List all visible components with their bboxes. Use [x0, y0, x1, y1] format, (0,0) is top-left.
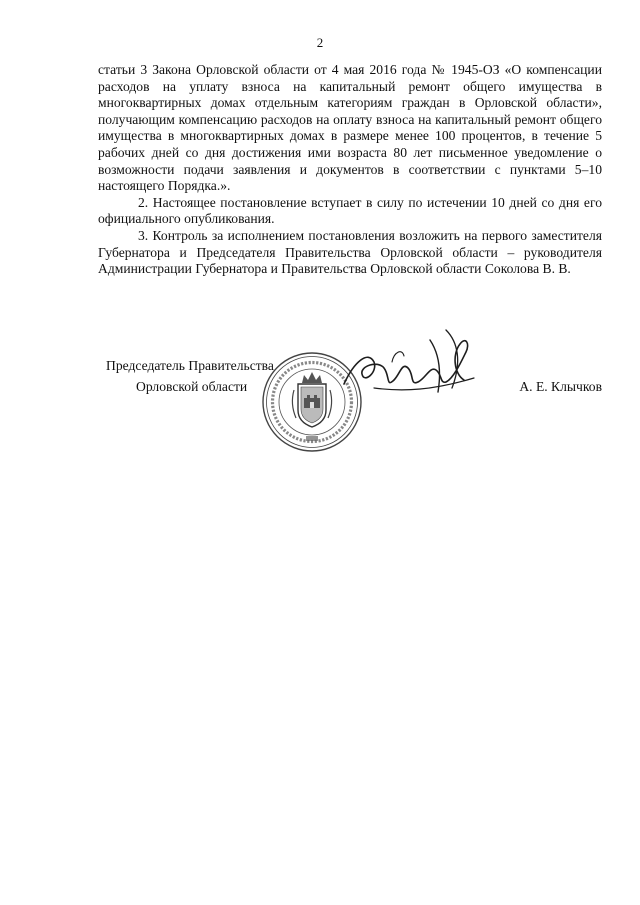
signatory-name: А. Е. Клычков [519, 379, 602, 394]
signature-block [98, 358, 602, 468]
document-body [98, 62, 602, 278]
handwritten-signature-icon [334, 322, 484, 412]
signatory-title-line-2: Орловской области [136, 379, 248, 394]
signatory-title-line-1: Председатель Правительства [106, 358, 274, 373]
paragraph-continuation: статьи 3 Закона Орловской области от 4 мая 2016 года № 1945-ОЗ «О компенсации расходов на уплату взноса на капитальный ремонт общего имущества в многоквартирных домах отдельным категориям граждан в Орловской области», получающим компенсацию расходов на оплату взноса на капитальный ремонт общего имущества в многоквартирных домах в размере менее 100 процентов, в течение 5 рабочих дней со дня достижения ими возраста 80 лет письменное уведомление о возможности подачи заявления и документов в соответствии с пунктами 5–10 настоящего Порядка.». [98, 62, 602, 194]
paragraph-effective-date: 2. Настоящее постановление вступает в силу по истечении 10 дней со дня его официального опубликования. [98, 194, 602, 227]
page-number: 2 [316, 35, 324, 50]
paragraph-control: 3. Контроль за исполнением постановления возложить на первого заместителя Губернатора и Председателя Правительства Орловской области – руководителя Администрации Губернатора и Правительства Орловской области Соколова В. В. [98, 227, 602, 277]
